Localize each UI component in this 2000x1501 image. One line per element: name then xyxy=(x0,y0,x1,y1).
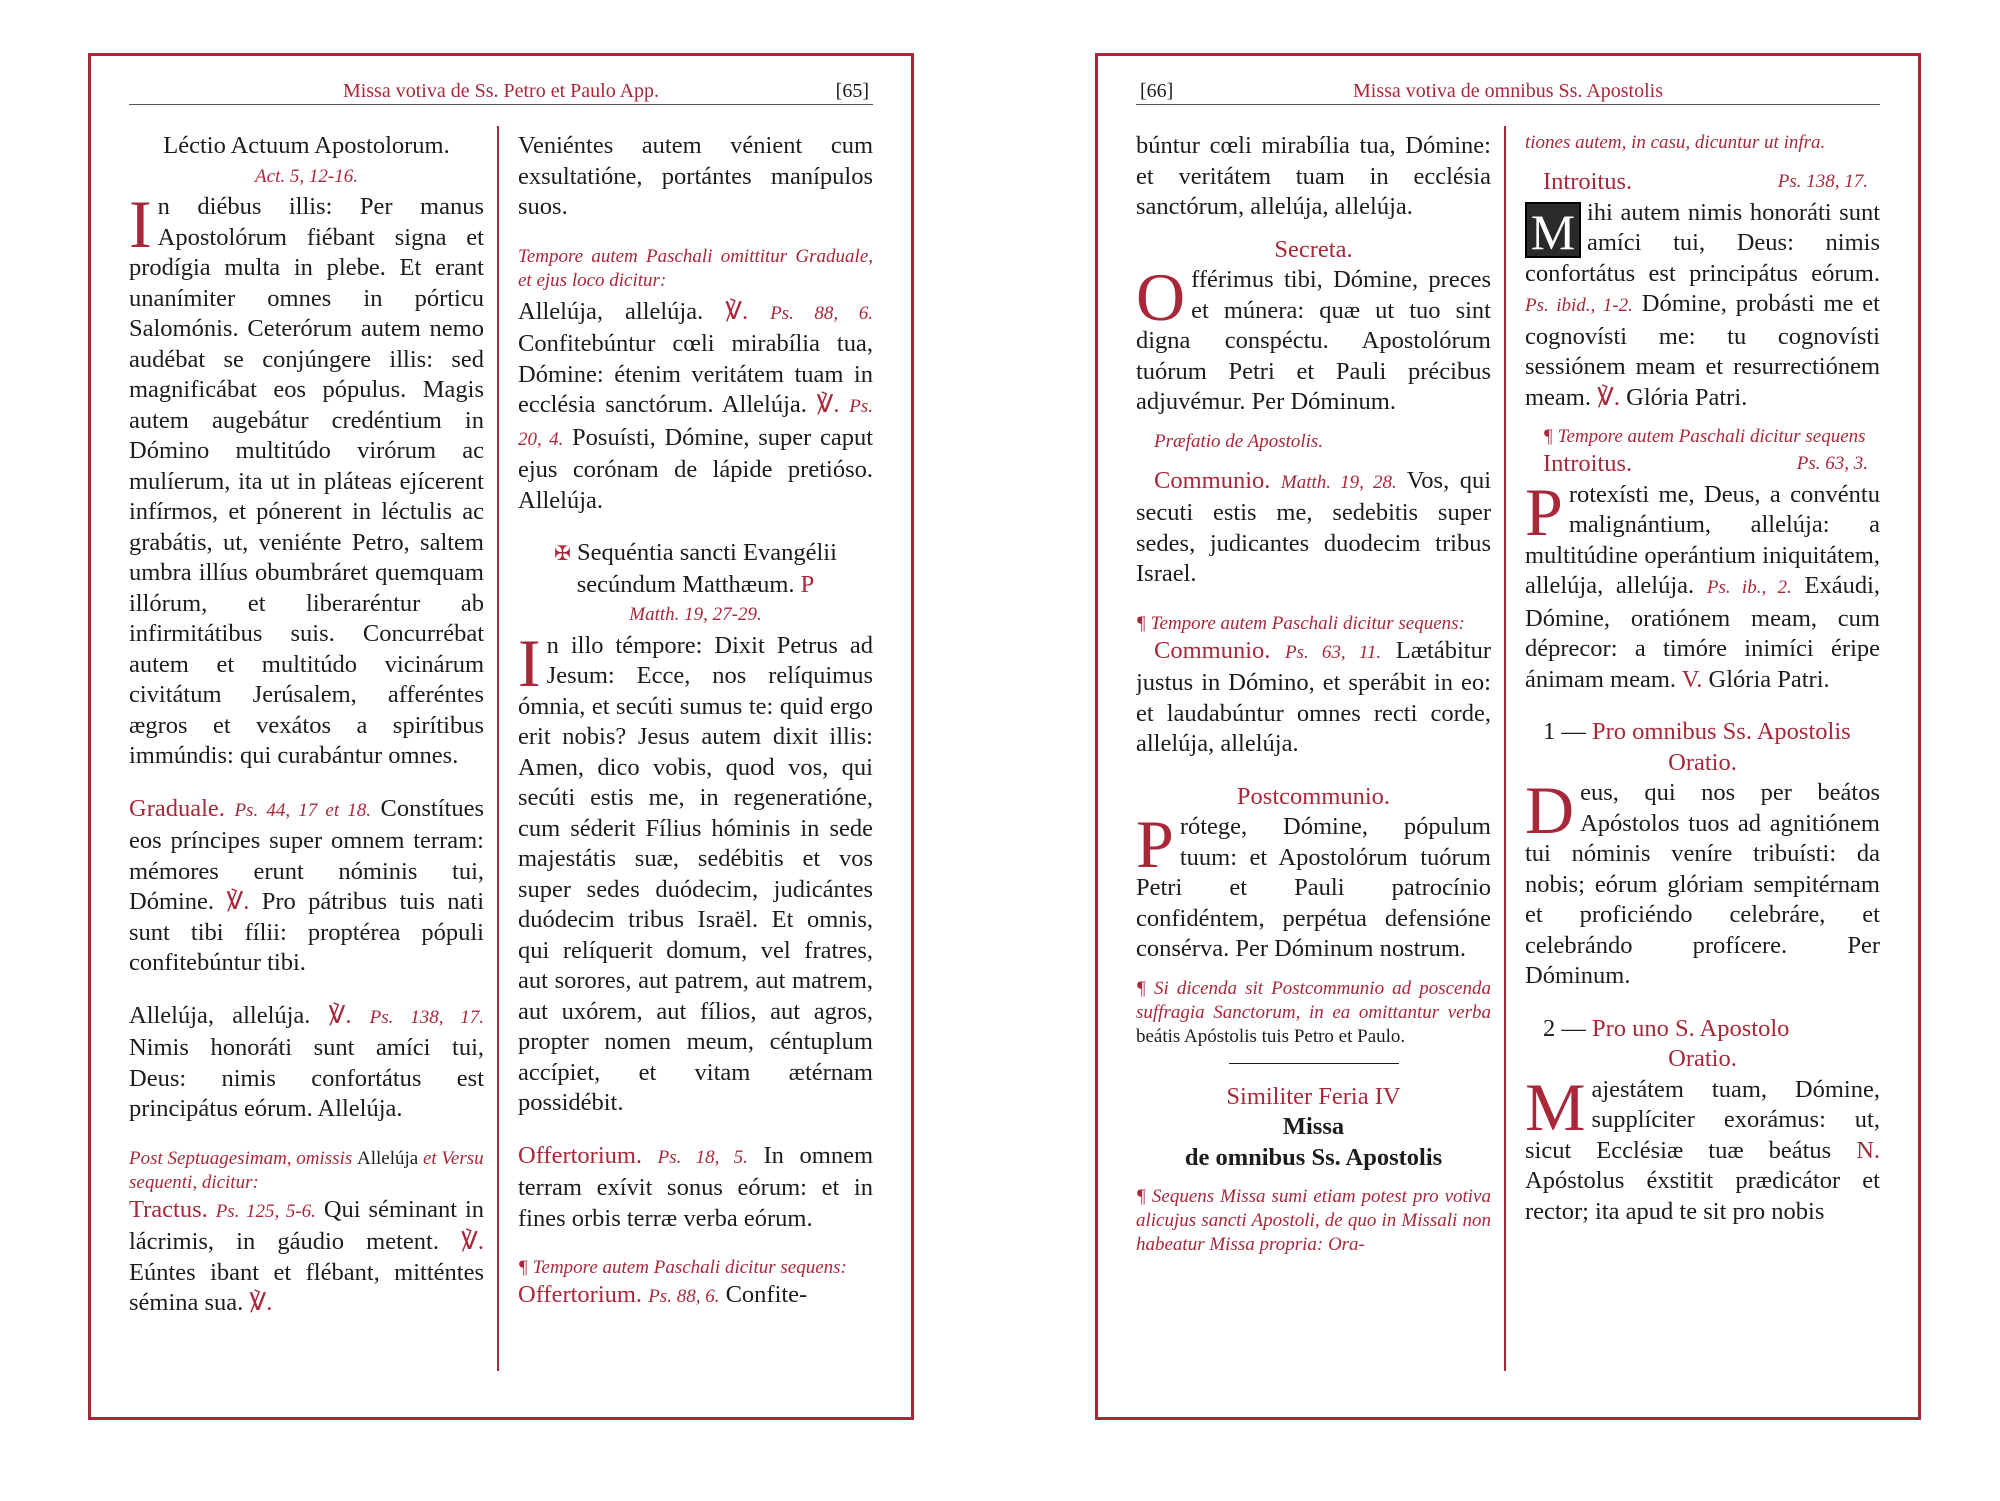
column-divider xyxy=(497,126,499,1371)
oratio-title: Oratio. xyxy=(1668,748,1737,776)
sequentia-text: Sequéntia sancti Evangélii secúndum Matthæum. xyxy=(576,539,837,598)
rubric-text: ¶ Si dicenda sit Postcommunio ad poscenda suffragia Sanctorum, in ea omittantur verba xyxy=(1136,977,1491,1023)
offertorium-paragraph xyxy=(518,1141,873,1235)
sequentia-title xyxy=(518,538,873,600)
communio-2-paragraph xyxy=(1136,636,1491,760)
header-title: Missa votiva de Ss. Petro et Paulo App. xyxy=(342,80,660,102)
rubric-words: beátis Apóstolis tuis Petro et Paulo. xyxy=(1136,1025,1406,1047)
graduale-text-2: Pro pátribus tuis nati sunt tibi fílii: proptérea pópuli confitebúntur tibi. xyxy=(129,888,484,976)
rubric-text: et Versu sequenti, dicitur: xyxy=(129,1147,484,1193)
versicle-symbol: ℣. xyxy=(461,1228,484,1255)
page-number: [65] xyxy=(835,80,869,102)
secreta-title: Secreta. xyxy=(1274,235,1353,263)
alleluia-paragraph xyxy=(518,297,873,517)
ornate-drop-cap: M xyxy=(1525,202,1581,258)
column-right xyxy=(1525,131,1880,1381)
name-placeholder: N. xyxy=(1856,1136,1880,1164)
oratio-text: eus, qui nos per beátos Apóstolos tuos ad agnitiónem tui nóminis veníre tribuísti: da nobis; eórum glóriam sempitérnam et proficiéndo celebráre, et celebrándo profícere. Per Dóminum. xyxy=(1525,779,1880,989)
sequentia-ref: Matth. 19, 27-29. xyxy=(629,604,762,625)
drop-cap: D xyxy=(1525,772,1575,848)
alleluia-text-2: Nimis honoráti sunt amíci tui, Deus: nimis confortátus est principátus eórum. Allelúja. xyxy=(129,1034,484,1122)
secreta-paragraph xyxy=(1136,259,1491,418)
offertorium-2-paragraph xyxy=(518,1280,873,1313)
drop-cap: I xyxy=(129,186,152,262)
offertorium-ref: Ps. 18, 5. xyxy=(657,1146,748,1168)
page-number: [66] xyxy=(1140,80,1174,102)
column-right xyxy=(518,131,873,1381)
graduale-ref: Ps. 44, 17 et 18. xyxy=(234,799,372,821)
running-header xyxy=(129,70,873,105)
introitus-2-label: Introitus. xyxy=(1543,450,1633,477)
introitus-label: Introitus. xyxy=(1543,168,1633,195)
introitus-2-header xyxy=(1525,449,1880,480)
introitus-text-2: Dómine, probásti me et cognovísti me: tu cognovísti sessiónem meam et resurrectiónem meam. xyxy=(1525,290,1880,411)
postcommunio-title: Postcommunio. xyxy=(1236,782,1391,810)
versicle-symbol: ℣. xyxy=(328,1001,352,1029)
pro-uno-heading xyxy=(1525,1014,1880,1045)
introitus-2-text: rotexísti me, Deus, a convéntu malignántium, allelúja: a multitúdine operántium iniquitátem, allelúja, allelúja. xyxy=(1525,480,1880,599)
rubric-continuation: tiones autem, in casu, dicuntur ut infra. xyxy=(1525,132,1826,153)
offertorium-2-ref: Ps. 88, 6. xyxy=(648,1286,720,1307)
tractus-text: Qui séminant in lácrimis, in gáudio metent. xyxy=(129,1195,484,1255)
versicle-symbol: ℣. xyxy=(249,1289,273,1316)
versicle-symbol: ℣. xyxy=(816,391,840,418)
drop-cap: I xyxy=(518,624,541,701)
page-right xyxy=(1095,53,1921,1420)
drop-cap: M xyxy=(1525,1068,1586,1145)
communio-ref: Matth. 19, 28. xyxy=(1280,471,1397,493)
gloria-text: Glória Patri. xyxy=(1708,665,1830,693)
gospel-paragraph xyxy=(518,624,873,1119)
section-divider xyxy=(1229,1063,1399,1064)
similiter-title: Similiter Feria IV xyxy=(1226,1082,1401,1110)
lectio-ref: Act. 5, 12-16. xyxy=(255,165,358,187)
gospel-text: n illo témpore: Dixit Petrus ad Jesum: Ecce, nos relíquimus ómnia, et secúti sumus te: quid ergo erit nobis? Jesus autem dixit illis: Amen, dico vobis, quod vos, qui secúti estis me, in regeneratióne, cum séderit Fílius hóminis in sede majestátis suæ, sedébitis et vos super sedes duódecim, judicántes duódecim tribus Israël. Et omnis, qui relíquerit domum, vel fratres, aut sorores, aut patrem, aut matrem, aut uxórem, aut fílios, aut agros, propter nomen meum, céntuplum accípiet, et vitam ætérnam possidébit. xyxy=(518,631,873,1116)
communio-continuation: búntur cœli mirabília tua, Dómine: et veritátem tuam in ecclésia sanctórum, allelúja, allelúja. xyxy=(1136,132,1491,220)
tractus-continuation: Veniéntes autem vénient cum exsultatióne, portántes manípulos suos. xyxy=(518,132,873,220)
missa-title: Missa xyxy=(1282,1113,1345,1140)
alleluia-ref: Ps. 88, 6. xyxy=(770,302,873,324)
page-left xyxy=(88,53,914,1420)
introitus-paragraph xyxy=(1525,198,1880,414)
secreta-text: fférimus tibi, Dómine, preces et múnera: quæ ut tuo sint digna conspéctu. Apostolórum tuórum Petri et Pauli précibus adjuvémur. Per Dóminum. xyxy=(1136,266,1491,415)
introitus-2-paragraph xyxy=(1525,473,1880,696)
alleluia-paragraph xyxy=(129,1001,484,1125)
introitus-2-ref: Ps. 63, 3. xyxy=(1796,453,1868,474)
pro-omnibus-heading xyxy=(1525,717,1880,748)
rubric-septuagesima xyxy=(129,1147,484,1195)
tractus-ref: Ps. 125, 5-6. xyxy=(215,1200,316,1222)
rubric-paschal: ¶ Tempore autem Paschali dicitur sequens xyxy=(1543,426,1866,447)
offertorium-text: In omnem terram exívit sonus eórum: et in fines orbis terræ verba eórum. xyxy=(518,1141,873,1232)
communio-2-ref: Ps. 63, 11. xyxy=(1284,641,1382,663)
tractus-label: Tractus. xyxy=(129,1195,208,1223)
versicle-symbol: ℣. xyxy=(1597,383,1621,411)
communio-2-label: Communio. xyxy=(1154,636,1271,664)
oratio-2-paragraph xyxy=(1525,1068,1880,1228)
postcommunio-paragraph xyxy=(1136,806,1491,965)
offertorium-2-text: Confite- xyxy=(725,1281,808,1308)
versicle-plain: V. xyxy=(1681,665,1703,693)
graduale-paragraph xyxy=(129,794,484,979)
introitus-header xyxy=(1525,167,1880,198)
cross-icon: ✠ xyxy=(554,543,571,565)
communio-paragraph xyxy=(1136,466,1491,590)
gloria-text: Glória Patri. xyxy=(1626,383,1748,411)
alleluia-text-2: Confitebúntur cœli mirabília tua, Dómine: étenim veritátem tuam in ecclésia sanctórum. Allelúja. xyxy=(518,330,873,418)
alleluia-text-3: Posuísti, Dómine, super caput ejus corónam de lápide pretióso. Allelúja. xyxy=(518,423,873,514)
oratio-paragraph xyxy=(1525,772,1880,992)
alleluia-ref: Ps. 138, 17. xyxy=(369,1006,484,1028)
section-title: Pro omnibus Ss. Apostolis xyxy=(1592,718,1851,745)
tractus-text-2: Eúntes ibant et flébant, mitténtes sémina sua. xyxy=(129,1258,484,1316)
communio-label: Communio. xyxy=(1154,466,1271,494)
communio-text: Vos, qui secuti estis me, sedebitis super sedes, judicantes duodecim tribus Israel. xyxy=(1136,466,1491,587)
rubric-paschal: Tempore autem Paschali omittitur Graduale, et ejus loco dicitur: xyxy=(518,245,873,291)
sequentia-p: P xyxy=(800,570,815,598)
lectio-paragraph xyxy=(129,186,484,772)
graduale-label: Graduale. xyxy=(129,794,225,822)
rubric-paschal-2: ¶ Tempore autem Paschali dicitur sequens: xyxy=(518,1257,847,1278)
praefatio-rubric: Præfatio de Apostolis. xyxy=(1154,430,1324,452)
introitus-ref-2: Ps. ibid., 1-2. xyxy=(1525,295,1633,316)
offertorium-2-label: Offertorium. xyxy=(518,1281,643,1308)
rubric-text: Post Septuagesimam, omissis xyxy=(129,1147,353,1169)
column-divider xyxy=(1504,126,1506,1371)
versicle-symbol: ℣. xyxy=(226,888,250,915)
tractus-paragraph xyxy=(129,1195,484,1319)
alleluia-text: Allelúja, allelúja. xyxy=(518,297,704,325)
rubric-word: Allelúja xyxy=(357,1147,419,1169)
header-title: Missa votiva de omnibus Ss. Apostolis xyxy=(1352,80,1664,102)
rubric-paschal: ¶ Tempore autem Paschali dicitur sequens: xyxy=(1136,612,1465,634)
introitus-2-text-2: Exáudi, Dómine, oratiónem meam, cum déprecor: a timóre inimíci éripe ánimam meam. xyxy=(1525,572,1880,693)
rubric-sequens: ¶ Sequens Missa sumi etiam potest pro votiva alicujus sancti Apostoli, de quo in Missali non habeatur Missa propria: Ora- xyxy=(1136,1186,1491,1255)
oratio-2-text-2: Apóstolus éxstitit prædicátor et rector; ita apud te sit pro nobis xyxy=(1525,1167,1880,1225)
oratio-2-title: Oratio. xyxy=(1668,1045,1737,1072)
drop-cap: P xyxy=(1136,806,1174,882)
rubric-postcommunio xyxy=(1136,977,1491,1049)
missa-subtitle: de omnibus Ss. Apostolis xyxy=(1184,1143,1443,1171)
introitus-2-ref-2: Ps. ib., 2. xyxy=(1706,577,1792,598)
versicle-symbol: ℣. xyxy=(725,297,749,325)
offertorium-label: Offertorium. xyxy=(518,1141,643,1169)
section-title: Pro uno S. Apostolo xyxy=(1592,1014,1790,1042)
column-left xyxy=(129,131,484,1381)
section-number: 1 — xyxy=(1543,718,1586,745)
graduale-text: Constítues eos príncipes super omnem terram: mémores erunt nóminis tui, Dómine. xyxy=(129,794,484,915)
section-number: 2 — xyxy=(1543,1014,1586,1042)
lectio-title: Léctio Actuum Apostolorum. xyxy=(163,132,450,159)
lectio-text: n diébus illis: Per manus Apostolórum fiébant signa et prodígia multa in plebe. Et erant unanímiter omnes in pórticu Salomónis. Ceterórum autem nemo audébat se conjúngere illis: sed magnificábat eos pópulus. Magis autem augebátur credéntium in Dómino multitúdo virórum ac mulíerum, ita ut in pláteas ejícerent infírmos, et pónerent in léctulis ac grabátis, ut, veniénte Petro, saltem umbra illíus obumbráret quemquam illórum, et liberaréntur ab infirmitátibus suis. Concurrébat autem et multitúdo vicinárum civitátum Jerúsalem, afferéntes ægros et vexátos a spirítibus immúndis: qui curabántur omnes. xyxy=(129,193,484,769)
oratio-2-text: ajestátem tuam, Dómine, supplíciter exorámus: ut, sicut Ecclésiæ tuæ beátus xyxy=(1525,1075,1880,1164)
alleluia-text: Allelúja, allelúja. xyxy=(129,1001,311,1029)
drop-cap: O xyxy=(1136,259,1186,335)
drop-cap: P xyxy=(1525,473,1563,550)
running-header xyxy=(1136,70,1880,105)
postcommunio-text: rótege, Dómine, pópulum tuum: et Apostolórum tuórum Petri et Pauli patrocínio confidéntem, perpétua defensióne consérva. Per Dóminum nostrum. xyxy=(1136,813,1491,962)
introitus-ref: Ps. 138, 17. xyxy=(1777,171,1868,192)
introitus-text: ihi autem nimis honoráti sunt amíci tui, Deus: nimis confortátus est principátus eórum. xyxy=(1525,198,1880,287)
column-left xyxy=(1136,131,1491,1381)
communio-2-text: Lætábitur justus in Dómino, et sperábit in eo: et laudabúntur omnes recti corde, allelúja, allelúja. xyxy=(1136,636,1491,757)
alleluia-ref-2: Ps. 20, 4. xyxy=(518,396,873,450)
